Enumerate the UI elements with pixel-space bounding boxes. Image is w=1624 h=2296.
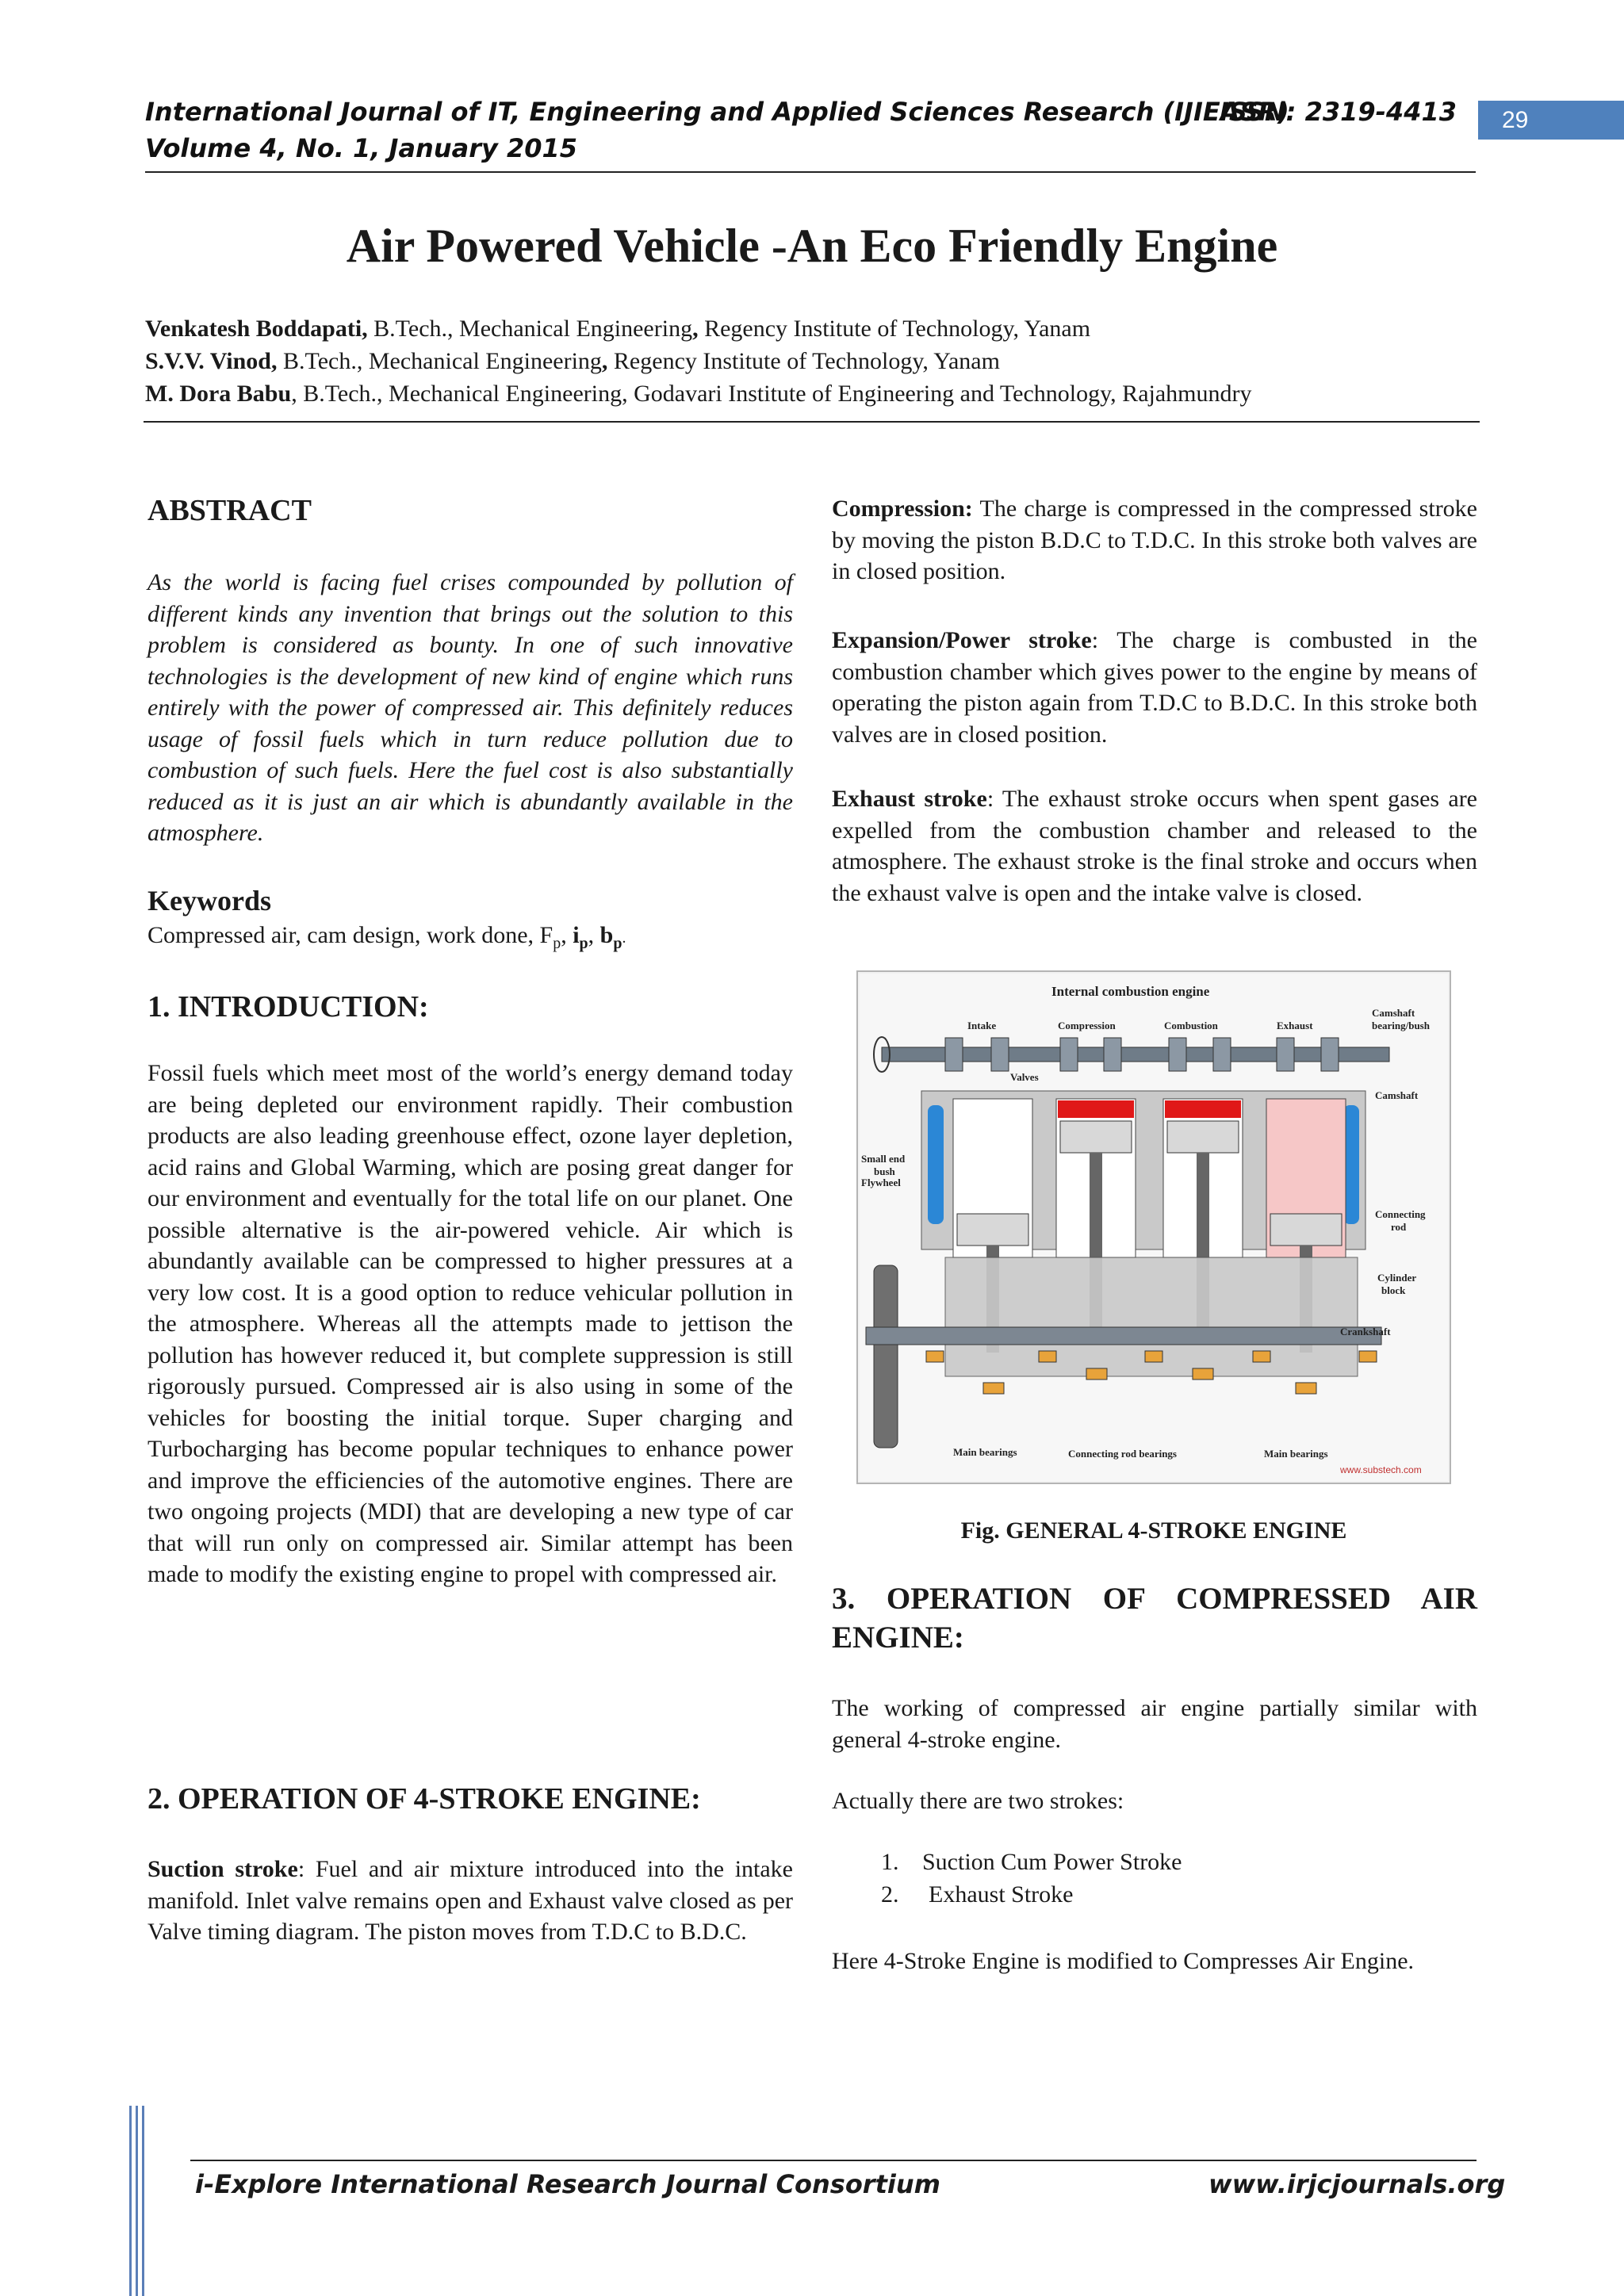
abstract-text: As the world is facing fuel crises compounded by pollution of different kinds any invention that brings out the solution to this problem is considered as bounty. In one of such innovative technologies is the development of new kind of engine which runs entirely with the power of compressed air. This definitely reduces usage of fossil fuels which in turn reduce pollution due to combustion of such fuels. Here the fuel cost is also substantially reduced as it is just an air which is abundantly available in the atmosphere. xyxy=(147,569,793,846)
keywords-text: Compressed air, cam design, work done, $F_p$, $i_p$, $b_p$. xyxy=(147,922,626,952)
footer-bar xyxy=(136,2106,138,2296)
label-camshaft-bearing-2: bearing/bush xyxy=(1372,1020,1430,1031)
figure-caption: Fig. GENERAL 4-STROKE ENGINE xyxy=(960,1517,1347,1544)
compression-label: Compression: xyxy=(832,496,973,522)
section3-heading-line1: 3. OPERATION OF COMPRESSED AIR xyxy=(832,1582,1477,1616)
author-line-1: Venkatesh Boddapati, B.Tech., Mechanical Engineering, Regency Institute of Technology, Yanam xyxy=(145,316,1091,342)
section3-paragraph-1: The working of compressed air engine partially similar with general 4-stroke engine. xyxy=(832,1695,1477,1753)
section2-heading: 2. OPERATION OF 4-STROKE ENGINE: xyxy=(147,1782,701,1816)
intro-heading: 1. INTRODUCTION: xyxy=(147,990,429,1024)
author-name: S.V.V. Vinod, xyxy=(145,348,278,374)
abstract-heading: ABSTRACT xyxy=(147,494,312,527)
intro-text: Fossil fuels which meet most of the world’s energy demand today are being depleted our environment rapidly. Their combustion products are also leading greenhouse effect, ozone layer depletion, acid rains and Global Warming, which are posing great danger for our environment and eventually for the total life on our planet. One possible alternative is the air-powered vehicle. Air which is abundantly available can be compressed to higher pressures at a very low cost. It is a good option to reduce vehicular pollution in the atmosphere. Whereas all the attempts made to jettison the pollution has however reduced it, but complete suppression is still rigorously pursued. Compressed air is also using in some of the vehicles for boosting the initial torque. Super charging and Turbocharging has become popular techniques to enhance power and improve the efficiencies of the automotive engines. There are two ongoing projects (MDI) that are developing a new type of car that will run only on compressed air. Similar attempt has been made to modify the existing engine to propel with compressed air. xyxy=(147,1060,793,1587)
suction-label: Suction stroke xyxy=(147,1856,298,1882)
compression-charge xyxy=(1058,1100,1134,1118)
footer-bar xyxy=(142,2106,144,2296)
section3-paragraph-2: Actually there are two strokes: xyxy=(832,1788,1124,1814)
piston-compression xyxy=(1060,1121,1132,1153)
header-rule xyxy=(145,171,1476,173)
list-item xyxy=(881,1849,1182,1876)
author-line-3: M. Dora Babu, B.Tech., Mechanical Engineering, Godavari Institute of Engineering and Technology, Rajahmundry xyxy=(145,381,1252,407)
label-valves: Valves xyxy=(1010,1071,1039,1083)
author-name: M. Dora Babu xyxy=(145,381,292,407)
diagram-title: Internal combustion engine xyxy=(1051,984,1210,999)
label-crankshaft: Crankshaft xyxy=(1340,1326,1391,1337)
section3-paragraph-3: Here 4-Stroke Engine is modified to Compresses Air Engine. xyxy=(832,1948,1415,1974)
author-name: Venkatesh Boddapati, xyxy=(145,316,368,342)
compression-paragraph: Compression: The charge is compressed in the compressed stroke by moving the piston B.D.C to T.D.C. In this stroke both valves are in closed position. xyxy=(832,496,1477,584)
list-text: Exhaust Stroke xyxy=(929,1881,1074,1908)
title-rule xyxy=(144,421,1480,423)
list-text: Suction Cum Power Stroke xyxy=(922,1849,1182,1875)
combustion-charge xyxy=(1165,1100,1241,1118)
label-small-end-2: bush xyxy=(874,1165,895,1177)
journal-name: International Journal of IT, Engineering and Applied Sciences Research (IJIEASR) xyxy=(145,97,1289,127)
piston-exhaust xyxy=(1270,1214,1342,1246)
section3-heading-line2: ENGINE: xyxy=(832,1621,964,1655)
footer-bar xyxy=(129,2106,132,2296)
label-combustion: Combustion xyxy=(1164,1020,1218,1031)
label-intake: Intake xyxy=(967,1020,997,1031)
expansion-label: Expansion/Power stroke xyxy=(832,627,1092,653)
label-cylinder-block-2: block xyxy=(1381,1284,1406,1296)
engine-figure xyxy=(856,970,1451,1484)
coolant-jacket-left xyxy=(928,1105,944,1224)
label-main-bearings-left: Main bearings xyxy=(953,1446,1017,1458)
flywheel xyxy=(874,1265,898,1448)
list-number: 2. xyxy=(881,1881,899,1908)
keywords-heading: Keywords xyxy=(147,885,271,916)
footer-website: www.irjcjournals.org xyxy=(1208,2169,1506,2199)
issn: ISSN: 2319-4413 xyxy=(1220,97,1457,127)
label-cylinder-block: Cylinder xyxy=(1377,1272,1417,1284)
author-line-2: S.V.V. Vinod, B.Tech., Mechanical Engineering, Regency Institute of Technology, Yanam xyxy=(145,348,1000,374)
footer-consortium: i-Explore International Research Journal Consortium xyxy=(195,2169,940,2199)
list-number: 1. xyxy=(881,1849,899,1875)
exhaust-paragraph: Exhaust stroke: The exhaust stroke occurs when spent gases are expelled from the combustion chamber and released to the atmosphere. The exhaust stroke is the final stroke and occurs when the exhaust valve is open and the intake valve is closed. xyxy=(832,786,1478,906)
exhaust-label: Exhaust stroke xyxy=(832,786,987,812)
engine-diagram xyxy=(858,972,1450,1483)
label-main-bearings-right: Main bearings xyxy=(1264,1448,1328,1460)
label-camshaft: Camshaft xyxy=(1375,1089,1419,1101)
crankshaft xyxy=(866,1327,1381,1345)
footer-rule xyxy=(190,2160,1477,2161)
label-flywheel: Flywheel xyxy=(861,1177,901,1188)
label-connecting-rod-2: rod xyxy=(1391,1221,1407,1233)
label-exhaust: Exhaust xyxy=(1277,1020,1313,1031)
piston-combustion xyxy=(1167,1121,1239,1153)
label-compression: Compression xyxy=(1058,1020,1116,1031)
list-item xyxy=(881,1881,1073,1908)
label-conrod-bearings: Connecting rod bearings xyxy=(1068,1448,1177,1460)
label-small-end: Small end xyxy=(861,1153,906,1165)
label-connecting-rod: Connecting xyxy=(1375,1208,1426,1220)
piston-intake xyxy=(957,1214,1028,1246)
paper-title: Air Powered Vehicle -An Eco Friendly Engine xyxy=(346,220,1278,272)
volume-info: Volume 4, No. 1, January 2015 xyxy=(145,133,578,163)
suction-paragraph: Suction stroke: Fuel and air mixture introduced into the intake manifold. Inlet valve remains open and Exhaust valve closed as per Valve timing diagram. The piston moves from T.D.C to B.D.C. xyxy=(147,1856,793,1945)
figure-credit: www.substech.com xyxy=(1340,1464,1422,1475)
label-camshaft-bearing: Camshaft xyxy=(1372,1007,1415,1019)
expansion-paragraph: Expansion/Power stroke: The charge is combusted in the combustion chamber which gives power to the engine by means of operating the piston again from T.D.C to B.D.C. In this stroke both valves are in closed position. xyxy=(832,627,1477,748)
page-number: 29 xyxy=(1478,101,1624,140)
